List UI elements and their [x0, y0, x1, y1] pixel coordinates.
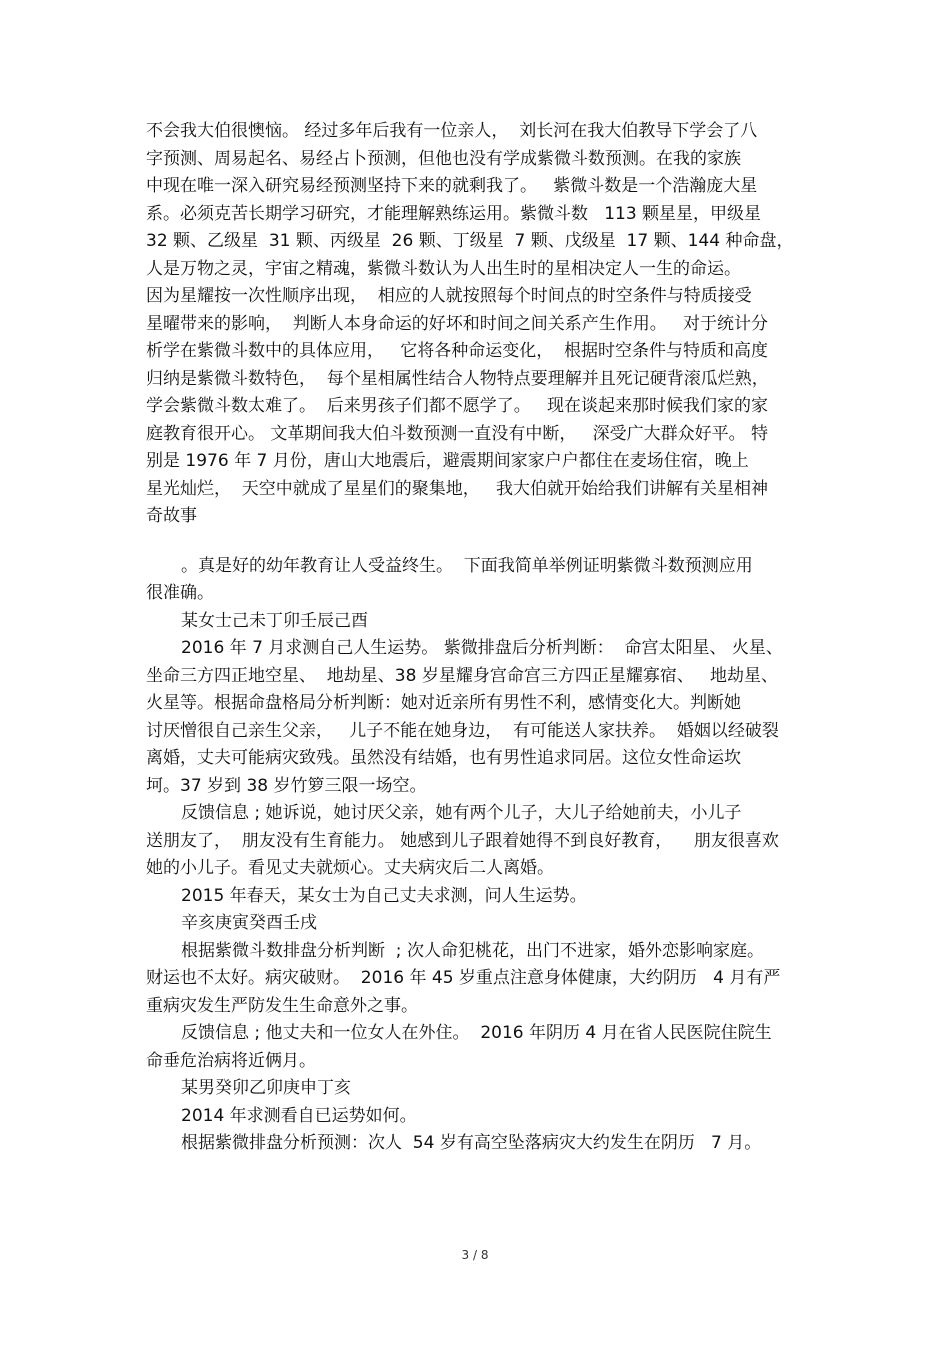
text-line: 归纳是紫微斗数特色， 每个星相属性结合人物特点要理解并且死记硬背滚瓜烂熟，	[146, 368, 769, 389]
text-line: 坐命三方四正地空星、 地劫星、38 岁星耀身宫命宫三方四正星耀寡宿、 地劫星、	[146, 665, 779, 686]
text-line: 她的小儿子。看见丈夫就烦心。丈夫病灾后二人离婚。	[146, 858, 554, 878]
text-line: 学会紫微斗数太难了。 后来男孩子们都不愿学了。 现在谈起来那时候我们家的家	[146, 396, 769, 416]
paragraph-block-1	[146, 118, 806, 531]
page-number: 3 / 8	[461, 1248, 489, 1262]
text-line: 辛亥庚寅癸酉壬戌	[181, 913, 317, 933]
text-line: 2015 年春天，某女士为自己丈夫求测，问人生运势。	[181, 885, 587, 906]
text-line: 财运也不太好。病灾破财。 2016 年 45 岁重点注意身体健康，大约阴历 4 月有严	[146, 968, 781, 988]
page-content	[146, 118, 806, 1158]
text-line: 反馈信息 ; 他丈夫和一位女人在外住。 2016 年阴历 4 月在省人民医院住院生	[181, 1023, 772, 1043]
text-line: 系。必须克苦长期学习研究，才能理解熟练运用。紫微斗数 113 颗星星，甲级星	[146, 203, 762, 224]
text-line: 。真是好的幼年教育让人受益终生。 下面我简单举例证明紫微斗数预测应用	[181, 555, 753, 576]
text-line: 根据紫微排盘分析预测：次人 54 岁有高空坠落病灾大约发生在阴历 7 月。	[181, 1133, 762, 1153]
text-line: 重病灾发生严防发生生命意外之事。	[146, 995, 418, 1016]
text-line: 2016 年 7 月求测自己人生运势。 紫微排盘后分析判断： 命宫太阳星、 火星、	[181, 638, 783, 658]
text-line: 字预测、周易起名、易经占卜预测，但他也没有学成紫微斗数预测。在我的家族	[146, 148, 741, 169]
text-line: 中现在唯一深入研究易经预测坚持下来的就剩我了。 紫微斗数是一个浩瀚庞大星	[146, 176, 758, 196]
text-line: 讨厌憎很自己亲生父亲， 儿子不能在她身边， 有可能送人家扶养。 婚姻以经破裂	[146, 720, 779, 741]
text-line: 庭教育很开心。 文革期间我大伯斗数预测一直没有中断， 深受广大群众好平。 特	[146, 423, 769, 444]
text-line: 因为星耀按一次性顺序出现， 相应的人就按照每个时间点的时空条件与特质接受	[146, 286, 752, 306]
text-line: 人是万物之灵，宇宙之精魂，紫微斗数认为人出生时的星相决定人一生的命运。	[146, 258, 741, 279]
text-line: 不会我大伯很懊恼。 经过多年后我有一位亲人， 刘长河在我大伯教导下学会了八	[146, 121, 758, 141]
text-line: 2014 年求测看自已运势如何。	[181, 1105, 417, 1126]
text-line: 火星等。根据命盘格局分析判断：她对近亲所有男性不利，感情变化大。判断她	[146, 693, 741, 713]
text-line: 很准确。	[146, 583, 214, 603]
text-line: 离婚，丈夫可能病灾致残。虽然没有结婚，也有男性追求同居。这位女性命运坎	[146, 748, 741, 768]
text-line: 坷。37 岁到 38 岁竹箩三限一场空。	[146, 775, 427, 796]
text-line: 送朋友了， 朋友没有生育能力。 她感到儿子跟着她得不到良好教育， 朋友很喜欢	[146, 830, 779, 851]
text-line: 命垂危治病将近俩月。	[146, 1050, 316, 1071]
text-line: 奇故事	[146, 506, 197, 526]
text-line: 某女士己未丁卯壬辰己酉	[181, 610, 368, 631]
text-line: 根据紫微斗数排盘分析判断 ; 次人命犯桃花，出门不进家，婚外恋影响家庭。	[181, 940, 764, 961]
text-line: 反馈信息 ; 她诉说，她讨厌父亲，她有两个儿子，大儿子给她前夫，小儿子	[181, 803, 742, 823]
paragraph-block-2	[146, 553, 806, 1158]
text-line: 32 颗、乙级星 31 颗、丙级星 26 颗、丁级星 7 颗、戊级星 17 颗、144 种命盘，	[146, 231, 794, 251]
paragraph-gap	[146, 531, 806, 553]
text-line: 星曜带来的影响， 判断人本身命运的好坏和时间之间关系产生作用。 对于统计分	[146, 313, 769, 334]
text-line: 别是 1976 年 7 月份，唐山大地震后，避震期间家家户户都住在麦场住宿，晚上	[146, 451, 749, 471]
text-line: 星光灿烂， 天空中就成了星星们的聚集地， 我大伯就开始给我们讲解有关星相神	[146, 478, 769, 499]
text-line: 析学在紫微斗数中的具体应用， 它将各种命运变化， 根据时空条件与特质和高度	[146, 341, 769, 361]
text-line: 某男癸卯乙卯庚申丁亥	[181, 1078, 351, 1098]
